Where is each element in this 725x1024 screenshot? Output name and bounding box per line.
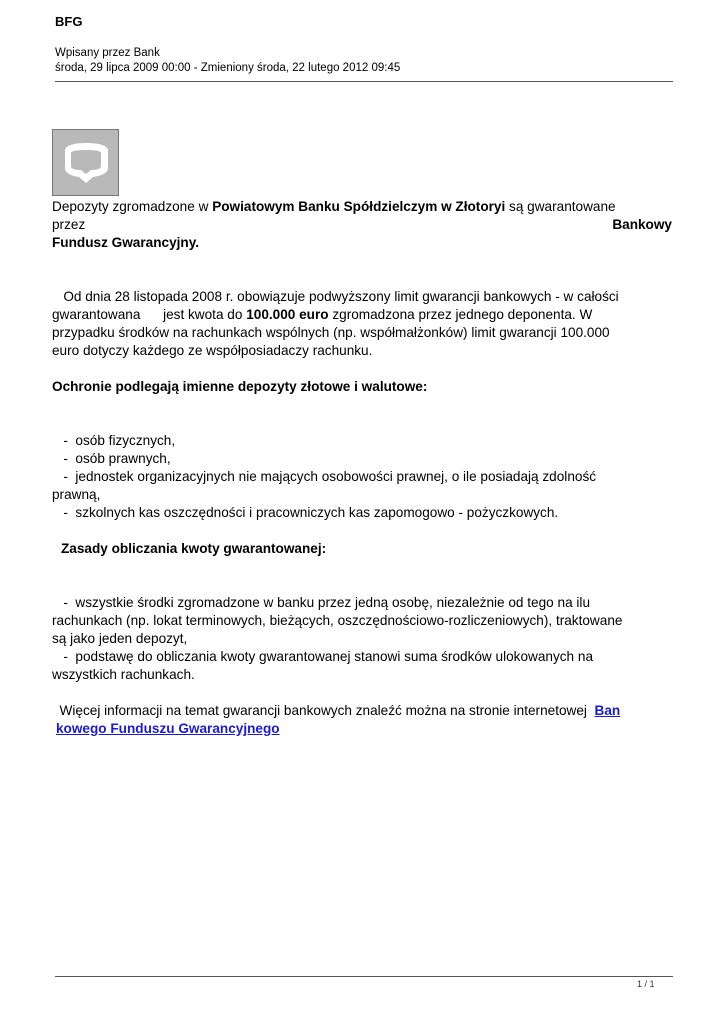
bank-name: Powiatowym Banku Spółdzielczym w Złotoryi — [212, 199, 506, 214]
fund-name-part1: Bankowy — [612, 217, 672, 232]
intro-paragraph — [52, 198, 672, 252]
footer-divider — [55, 976, 673, 977]
list-item: - osób prawnych, — [52, 451, 171, 466]
document-title: BFG — [55, 14, 83, 29]
fund-name-part2: Fundusz Gwarancyjny. — [52, 235, 200, 250]
rule-line: - podstawę do obliczania kwoty gwarantowanej stanowi suma środków ulokowanych na — [52, 649, 594, 664]
page-number: 1 / 1 — [637, 979, 655, 989]
intro-text-2: są gwarantowane — [505, 199, 616, 214]
rules-list — [52, 576, 672, 684]
rule-line: wszystkich rachunkach. — [52, 667, 195, 682]
article-body — [52, 198, 672, 738]
limit-line-2b: zgromadzona przez jednego deponenta. W — [328, 307, 593, 322]
guarantee-amount: 100.000 euro — [246, 307, 329, 322]
bank-logo-icon — [53, 130, 120, 197]
rule-line: są jako jeden depozyt, — [52, 631, 188, 646]
limit-line-1: Od dnia 28 listopada 2008 r. obowiązuje podwyższony limit gwarancji bankowych - w całości — [52, 289, 619, 304]
limit-line-4: euro dotyczy każdego ze współposiadaczy rachunku. — [52, 343, 373, 358]
limit-line-3: przypadku środków na rachunkach wspólnych (np. współmałżonków) limit gwarancji 100.000 — [52, 325, 610, 340]
bank-logo-icon — [52, 129, 119, 196]
header-divider — [55, 81, 673, 82]
author-line: Wpisany przez Bank — [55, 47, 160, 59]
intro-text-3: przez — [52, 217, 86, 232]
rule-line: rachunkach (np. lokat terminowych, bieżących, oszczędnościowo-rozliczeniowych), traktowane — [52, 613, 623, 628]
protected-list — [52, 414, 672, 522]
rule-line: - wszystkie środki zgromadzone w banku przez jedną osobę, niezależnie od tego na ilu — [52, 595, 591, 610]
list-item-continued: prawną, — [52, 487, 101, 502]
document-meta — [55, 46, 400, 76]
limit-paragraph — [52, 270, 672, 360]
intro-text: Depozyty zgromadzone w — [52, 199, 213, 214]
protected-heading — [52, 378, 672, 396]
rules-heading — [52, 540, 672, 558]
list-item: - osób fizycznych, — [52, 433, 176, 448]
date-line: środa, 29 lipca 2009 00:00 - Zmieniony środa, 22 lutego 2012 09:45 — [55, 62, 401, 74]
protected-heading-text: Ochronie podlegają imienne depozyty złotowe i walutowe: — [52, 379, 428, 394]
limit-line-2a: gwarantowana jest kwota do — [52, 307, 247, 322]
rules-heading-text: Zasady obliczania kwoty gwarantowanej: — [61, 541, 327, 556]
more-info-paragraph — [52, 702, 672, 738]
bfg-website-link[interactable]: Ban — [594, 703, 621, 718]
list-item: - jednostek organizacyjnych nie mających osobowości prawnej, o ile posiadają zdolność — [52, 469, 597, 484]
list-item: - szkolnych kas oszczędności i pracowniczych kas zapomogowo - pożyczkowych. — [52, 505, 559, 520]
more-info-text: Więcej informacji na temat gwarancji bankowych znaleźć można na stronie internetowej — [52, 703, 595, 718]
bfg-website-link-continued[interactable]: kowego Funduszu Gwarancyjnego — [56, 721, 280, 736]
